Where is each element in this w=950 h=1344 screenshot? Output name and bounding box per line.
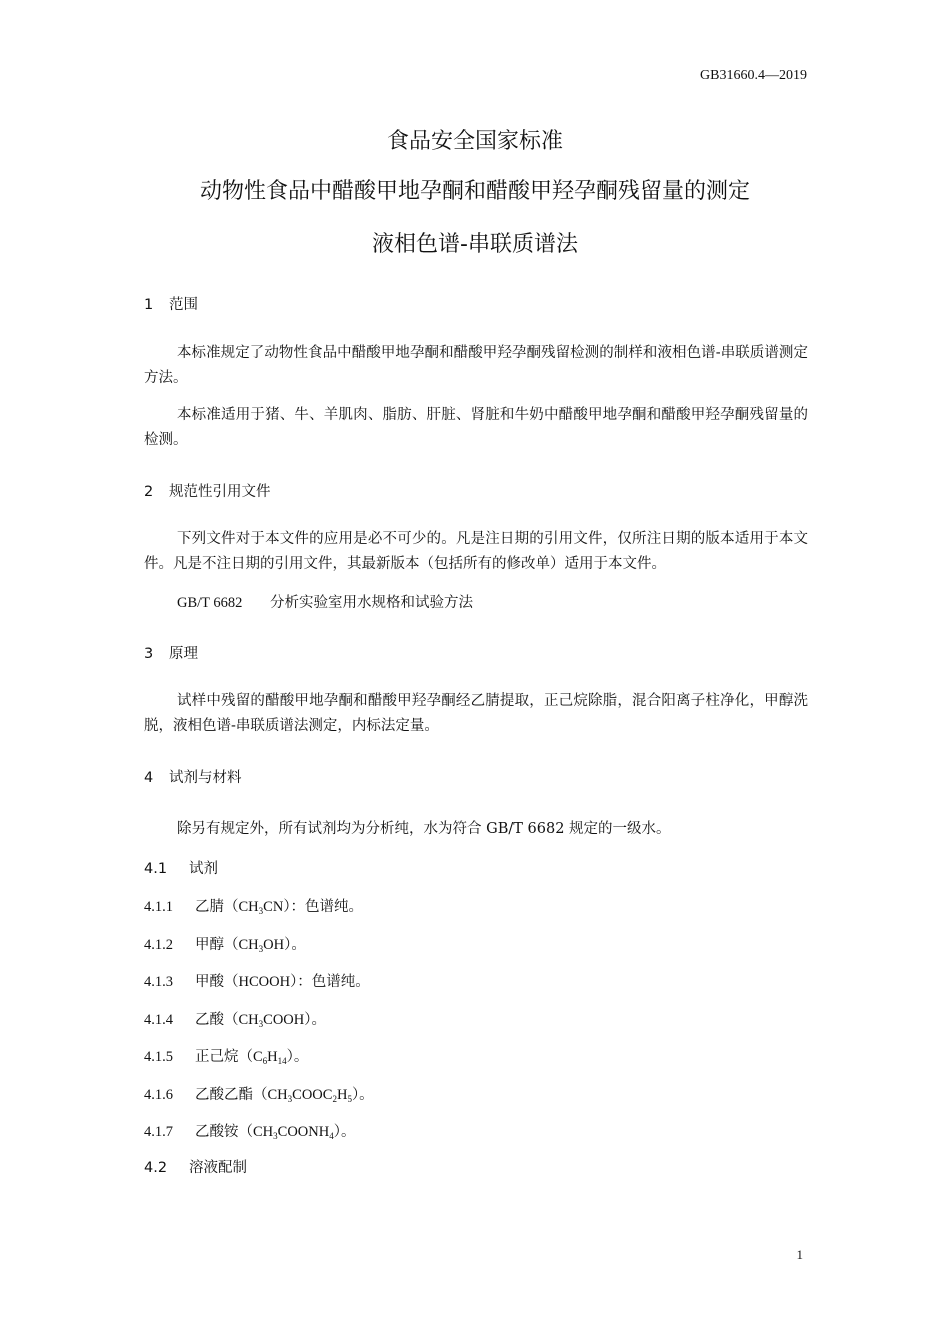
- subsection-number: 4.2: [144, 1160, 168, 1176]
- section-1-paragraph-2: 本标准适用于猪、牛、羊肌肉、脂肪、肝脏、肾脏和牛奶中醋酸甲地孕酮和醋酸甲羟孕酮残留量的检测。: [144, 407, 808, 448]
- reagent-note: ）。: [304, 1011, 326, 1028]
- reagent-name: 乙酸乙酯（: [195, 1086, 268, 1103]
- reagent-note: ）：色谱纯。: [290, 974, 370, 990]
- doc-title-line-2: 动物性食品中醋酸甲地孕酮和醋酸甲羟孕酮残留量的测定: [199, 179, 750, 204]
- section-3-heading: [144, 642, 198, 663]
- section-title: 试剂与材料: [169, 770, 242, 786]
- reference-code: GB/T 6682: [177, 595, 243, 611]
- section-4-heading: [144, 766, 242, 787]
- reagent-item: [144, 1083, 374, 1104]
- reagent-name: 乙酸（: [195, 1011, 239, 1028]
- section-4-paragraph-1: 除另有规定外，所有试剂均为分析纯，水为符合 GB/T 6682 规定的一级水。: [177, 821, 671, 837]
- reagent-number: 4.1.1: [144, 899, 173, 915]
- page-number: 1: [796, 1247, 803, 1262]
- reagent-number: 4.1.2: [144, 936, 173, 953]
- reagent-formula: $C_6H_{14}$: [253, 1049, 287, 1066]
- reagent-formula: $CH_3COOC_2H_5$: [267, 1086, 352, 1104]
- reagent-item: [144, 1045, 308, 1066]
- section-3-paragraph-1: 试样中残留的醋酸甲地孕酮和醋酸甲羟孕酮经乙腈提取，正己烷除脂，混合阳离子柱净化，甲醇洗脱，液相色谱-串联质谱法测定，内标法定量。: [144, 693, 808, 734]
- reagent-number: 4.1.3: [144, 974, 173, 990]
- reagent-item: [144, 970, 370, 991]
- subsection-title: 试剂: [189, 861, 218, 877]
- section-title: 规范性引用文件: [169, 484, 271, 500]
- section-number: 4: [144, 770, 154, 786]
- reagent-note: ）。: [333, 1124, 356, 1140]
- reagent-note: ）。: [351, 1086, 374, 1103]
- reagent-name: 甲醇（: [195, 936, 239, 953]
- section-number: 2: [144, 484, 154, 500]
- doc-title-line-3: 液相色谱-串联质谱法: [372, 232, 578, 257]
- reagent-formula: $CH_3COOH$: [238, 1011, 305, 1029]
- subsection-4-1-heading: [144, 857, 218, 878]
- section-1-paragraph-1: 本标准规定了动物性食品中醋酸甲地孕酮和醋酸甲羟孕酮残留检测的制样和液相色谱-串联质谱测定方法。: [144, 345, 808, 386]
- reagent-number: 4.1.5: [144, 1049, 173, 1065]
- reagent-item: [144, 933, 306, 954]
- doc-title-line-1: 食品安全国家标准: [386, 129, 563, 154]
- reagent-item: [144, 1120, 355, 1141]
- reagent-name: 乙酸铵（: [195, 1124, 253, 1140]
- reagent-number: 4.1.7: [144, 1124, 173, 1140]
- reagent-name: 甲酸（: [195, 974, 239, 990]
- subsection-number: 4.1: [144, 861, 168, 877]
- reference-title: 分析实验室用水规格和试验方法: [270, 595, 473, 611]
- reagent-formula: $CH_3COONH_4$: [253, 1124, 334, 1141]
- section-title: 原理: [169, 646, 198, 662]
- reagent-note: ）。: [286, 1049, 309, 1065]
- reagent-formula: HCOOH: [238, 974, 291, 990]
- section-1-heading: [144, 293, 198, 314]
- standard-code: GB31660.4—2019: [700, 68, 807, 83]
- reagent-number: 4.1.4: [144, 1011, 173, 1028]
- reagent-note: ）：色谱纯。: [283, 899, 364, 915]
- reagent-formula: $CH_3CN$: [238, 899, 284, 916]
- subsection-title: 溶液配制: [189, 1160, 247, 1176]
- section-number: 1: [144, 297, 154, 313]
- reagent-note: ）。: [284, 936, 306, 953]
- reagent-formula: $CH_3OH$: [238, 936, 285, 954]
- section-2-paragraph-1: 下列文件对于本文件的应用是必不可少的。凡是注日期的引用文件，仅所注日期的版本适用于本文件。凡是不注日期的引用文件，其最新版本（包括所有的修改单）适用于本文件。: [144, 531, 808, 572]
- reagent-number: 4.1.6: [144, 1086, 173, 1103]
- section-number: 3: [144, 646, 154, 662]
- reagent-name: 正己烷（: [195, 1049, 253, 1065]
- reagent-item: [144, 1008, 326, 1029]
- reagent-name: 乙腈（: [195, 899, 239, 915]
- section-2-heading: [144, 480, 271, 501]
- normative-reference: [177, 591, 473, 612]
- section-title: 范围: [169, 297, 198, 313]
- reagent-item: [144, 895, 363, 916]
- subsection-4-2-heading: [144, 1156, 247, 1177]
